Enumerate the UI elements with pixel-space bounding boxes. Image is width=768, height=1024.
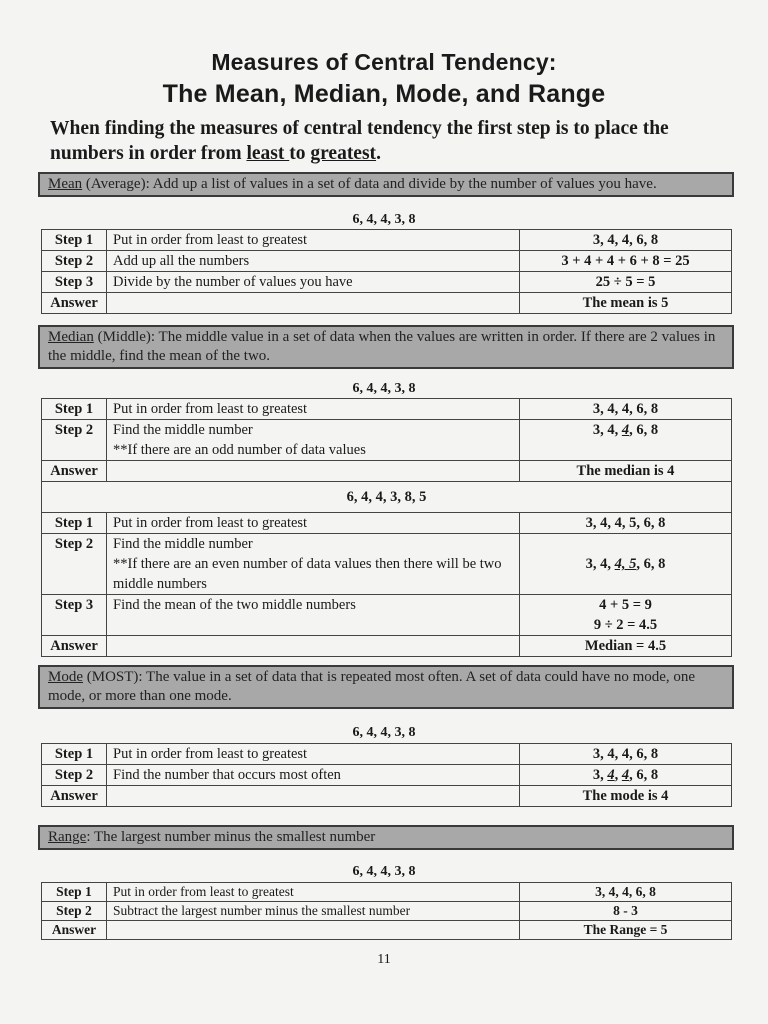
result-text: 3, 4,	[592, 422, 622, 438]
step-description	[107, 461, 520, 482]
table-row	[42, 293, 732, 314]
table-row	[42, 399, 732, 420]
result-text: 3, 4,	[585, 556, 615, 572]
range-dataset: 6, 4, 4, 3, 8	[352, 864, 416, 879]
answer-label: Answer	[42, 786, 107, 807]
answer-result: The mode is 4	[520, 786, 732, 807]
table-row	[42, 272, 732, 293]
step-label: Step 1	[42, 230, 107, 251]
median-table	[41, 398, 732, 657]
median-definition-banner	[38, 325, 734, 369]
intro-line-2	[50, 141, 740, 166]
page-number: 11	[377, 952, 391, 967]
step-description: Divide by the number of values you have	[107, 272, 520, 293]
middle-values: 4, 5	[614, 556, 637, 572]
step-label: Step 1	[42, 883, 107, 902]
table-row	[42, 230, 732, 251]
step-label: Step 3	[42, 272, 107, 293]
table-row	[42, 251, 732, 272]
step-result: 3, 4, 4, 6, 8	[520, 230, 732, 251]
mode-dataset: 6, 4, 4, 3, 8	[352, 725, 416, 740]
table-row	[42, 744, 732, 765]
step-result: 3, 4, 4, 6, 8	[520, 399, 732, 420]
step-description	[107, 293, 520, 314]
step-result: 3, 4, 4, 6, 8	[520, 744, 732, 765]
step-description: Add up all the numbers	[107, 251, 520, 272]
table-row	[42, 902, 732, 921]
table-row	[42, 534, 732, 595]
table-row	[42, 883, 732, 902]
table-row	[42, 420, 732, 461]
step-label: Step 2	[42, 534, 107, 595]
median-dataset-odd: 6, 4, 4, 3, 8	[352, 381, 416, 396]
answer-result: The Range = 5	[520, 921, 732, 940]
result-text: 3,	[592, 767, 608, 783]
desc-note: **If there are an odd number of data values	[113, 442, 366, 458]
step-description	[107, 534, 520, 595]
desc-note: **If there are an even number of data values then there will be two middle numbers	[113, 556, 502, 592]
step-description: Subtract the largest number minus the smallest number	[107, 902, 520, 921]
result-text: , 6, 8	[629, 767, 659, 783]
mean-definition-banner	[38, 172, 734, 197]
step-description: Find the mean of the two middle numbers	[107, 595, 520, 636]
page-subtitle: The Mean, Median, Mode, and Range	[162, 80, 606, 108]
step-result	[520, 420, 732, 461]
table-row	[42, 636, 732, 657]
page-title: Measures of Central Tendency:	[211, 49, 557, 75]
step-label: Step 2	[42, 902, 107, 921]
table-row	[42, 513, 732, 534]
mode-definition-banner	[38, 665, 734, 709]
mean-table	[41, 229, 732, 314]
step-description: Find the number that occurs most often	[107, 765, 520, 786]
result-text: , 6, 8	[629, 422, 659, 438]
step-label: Step 1	[42, 513, 107, 534]
step-result: 3, 4, 4, 5, 6, 8	[520, 513, 732, 534]
result-text: , 6, 8	[636, 556, 666, 572]
step-description	[107, 786, 520, 807]
mode-value: 4	[607, 767, 615, 783]
step-description: Put in order from least to greatest	[107, 230, 520, 251]
mode-table	[41, 743, 732, 807]
desc-line: Find the middle number	[113, 536, 253, 552]
intro-to: to	[289, 143, 311, 164]
step-result	[520, 595, 732, 636]
step-result: 25 ÷ 5 = 5	[520, 272, 732, 293]
step-result: 3 + 4 + 4 + 6 + 8 = 25	[520, 251, 732, 272]
answer-result: Median = 4.5	[520, 636, 732, 657]
range-term: Range	[48, 829, 87, 845]
median-dataset-even: 6, 4, 4, 3, 8, 5	[42, 482, 732, 513]
table-row	[42, 461, 732, 482]
step-label: Step 2	[42, 420, 107, 461]
table-row	[42, 786, 732, 807]
table-row	[42, 595, 732, 636]
step-description: Put in order from least to greatest	[107, 399, 520, 420]
answer-result: The median is 4	[520, 461, 732, 482]
result-text: ,	[614, 767, 622, 783]
step-result	[520, 534, 732, 595]
step-result: 8 - 3	[520, 902, 732, 921]
step-label: Step 2	[42, 251, 107, 272]
table-row	[42, 482, 732, 513]
step-label: Step 3	[42, 595, 107, 636]
median-term: Median	[48, 329, 94, 345]
answer-result: The mean is 5	[520, 293, 732, 314]
answer-label: Answer	[42, 293, 107, 314]
mean-term: Mean	[48, 176, 83, 192]
median-definition: (Middle): The middle value in a set of data when the values are written in order. If there are 2 values in the middle, find the mean of the two.	[48, 329, 716, 364]
mode-definition: (MOST): The value in a set of data that is repeated most often. A set of data could have no mode, one mode, or more than one mode.	[48, 669, 696, 704]
answer-label: Answer	[42, 461, 107, 482]
step-label: Step 1	[42, 399, 107, 420]
intro-text: numbers in order from	[50, 143, 247, 164]
answer-label: Answer	[42, 636, 107, 657]
step-description	[107, 636, 520, 657]
intro-line-1: When finding the measures of central tendency the first step is to place the	[50, 118, 669, 139]
step-label: Step 1	[42, 744, 107, 765]
table-row	[42, 765, 732, 786]
step-description: Put in order from least to greatest	[107, 883, 520, 902]
step-description	[107, 921, 520, 940]
step-description: Put in order from least to greatest	[107, 744, 520, 765]
range-table	[41, 882, 732, 940]
intro-least: least	[246, 143, 290, 164]
mean-definition: (Average): Add up a list of values in a set of data and divide by the number of values you have.	[82, 176, 657, 192]
mode-value: 4	[621, 767, 630, 783]
desc-line: Find the middle number	[113, 422, 253, 438]
step-description	[107, 420, 520, 461]
result-line: 4 + 5 = 9	[599, 597, 652, 613]
range-definition: : The largest number minus the smallest number	[86, 829, 376, 845]
answer-label: Answer	[42, 921, 107, 940]
table-row	[42, 921, 732, 940]
step-result	[520, 765, 732, 786]
step-result: 3, 4, 4, 6, 8	[520, 883, 732, 902]
range-definition-banner	[38, 825, 734, 850]
result-line: 9 ÷ 2 = 4.5	[593, 617, 658, 633]
intro-period: .	[376, 143, 381, 164]
mean-dataset: 6, 4, 4, 3, 8	[352, 212, 416, 227]
intro-greatest: greatest	[310, 143, 377, 164]
step-label: Step 2	[42, 765, 107, 786]
middle-value: 4	[621, 422, 630, 438]
mode-term: Mode	[48, 669, 83, 685]
step-description: Put in order from least to greatest	[107, 513, 520, 534]
